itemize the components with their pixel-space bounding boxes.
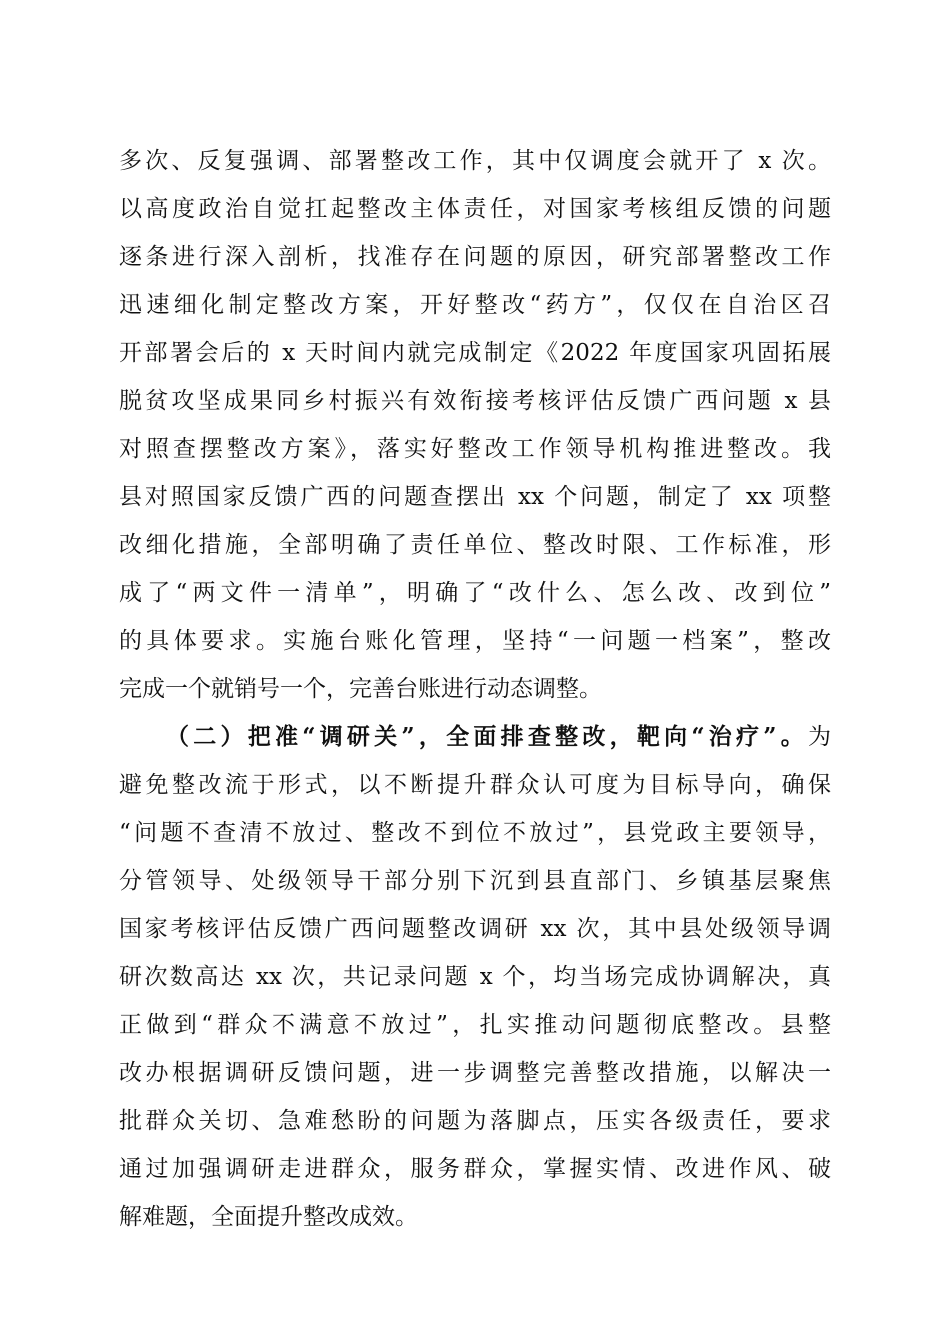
paragraph-1-line-4: 迅速细化制定整改方案，开好整改“药方”，仅仅在自治区召: [119, 292, 831, 318]
paragraph-1-line-1: 多次、反复强调、部署整改工作，其中仅调度会就开了 x 次。: [119, 148, 831, 174]
paragraph-1-line-8: 县对照国家反馈广西的问题查摆出 xx 个问题，制定了 xx 项整: [119, 484, 831, 510]
paragraph-1-line-5: 开部署会后的 x 天时间内就完成制定《2022 年度国家巩固拓展: [119, 340, 831, 366]
section-heading: （二）把准“调研关”，全面排查整改，靶向“治疗”。: [166, 723, 808, 750]
paragraph-2-line-8: 改办根据调研反馈问题，进一步调整完善整改措施，以解决一: [119, 1060, 831, 1086]
paragraph-2-line-4: 分管领导、处级领导干部分别下沉到县直部门、乡镇基层聚焦: [119, 868, 831, 894]
paragraph-1-line-7: 对照查摆整改方案》，落实好整改工作领导机构推进整改。我: [119, 436, 831, 462]
paragraph-1-line-2: 以高度政治自觉扛起整改主体责任，对国家考核组反馈的问题: [119, 196, 831, 222]
paragraph-2-line-9: 批群众关切、急难愁盼的问题为落脚点，压实各级责任，要求: [119, 1108, 831, 1134]
paragraph-2-first-line: [166, 717, 831, 757]
paragraph-2-line-11: 解难题，全面提升整改成效。: [119, 1204, 418, 1230]
paragraph-1-line-12: 完成一个就销号一个，完善台账进行动态调整。: [119, 676, 602, 702]
paragraph-2-line-3: “问题不查清不放过、整改不到位不放过”，县党政主要领导，: [119, 820, 831, 846]
paragraph-1-line-9: 改细化措施，全部明确了责任单位、整改时限、工作标准，形: [119, 532, 831, 558]
paragraph-1-line-11: 的具体要求。实施台账化管理，坚持“一问题一档案”，整改: [119, 628, 831, 654]
paragraph-2-line-6: 研次数高达 xx 次，共记录问题 x 个，均当场完成协调解决，真: [119, 964, 831, 990]
paragraph-2-line-7: 正做到“群众不满意不放过”，扎实推动问题彻底整改。县整: [119, 1012, 831, 1038]
paragraph-1-line-6: 脱贫攻坚成果同乡村振兴有效衔接考核评估反馈广西问题 x 县: [119, 388, 831, 414]
paragraph-2-line-10: 通过加强调研走进群众，服务群众，掌握实情、改进作风、破: [119, 1156, 831, 1182]
paragraph-1-line-3: 逐条进行深入剖析，找准存在问题的原因，研究部署整改工作: [119, 244, 831, 270]
paragraph-2-line-5: 国家考核评估反馈广西问题整改调研 xx 次，其中县处级领导调: [119, 916, 831, 942]
paragraph-1-line-10: 成了“两文件一清单”，明确了“改什么、怎么改、改到位”: [119, 580, 831, 606]
paragraph-2-line-2: 避免整改流于形式，以不断提升群众认可度为目标导向，确保: [119, 772, 831, 798]
paragraph-2-first-line-rest: 为: [808, 724, 831, 750]
